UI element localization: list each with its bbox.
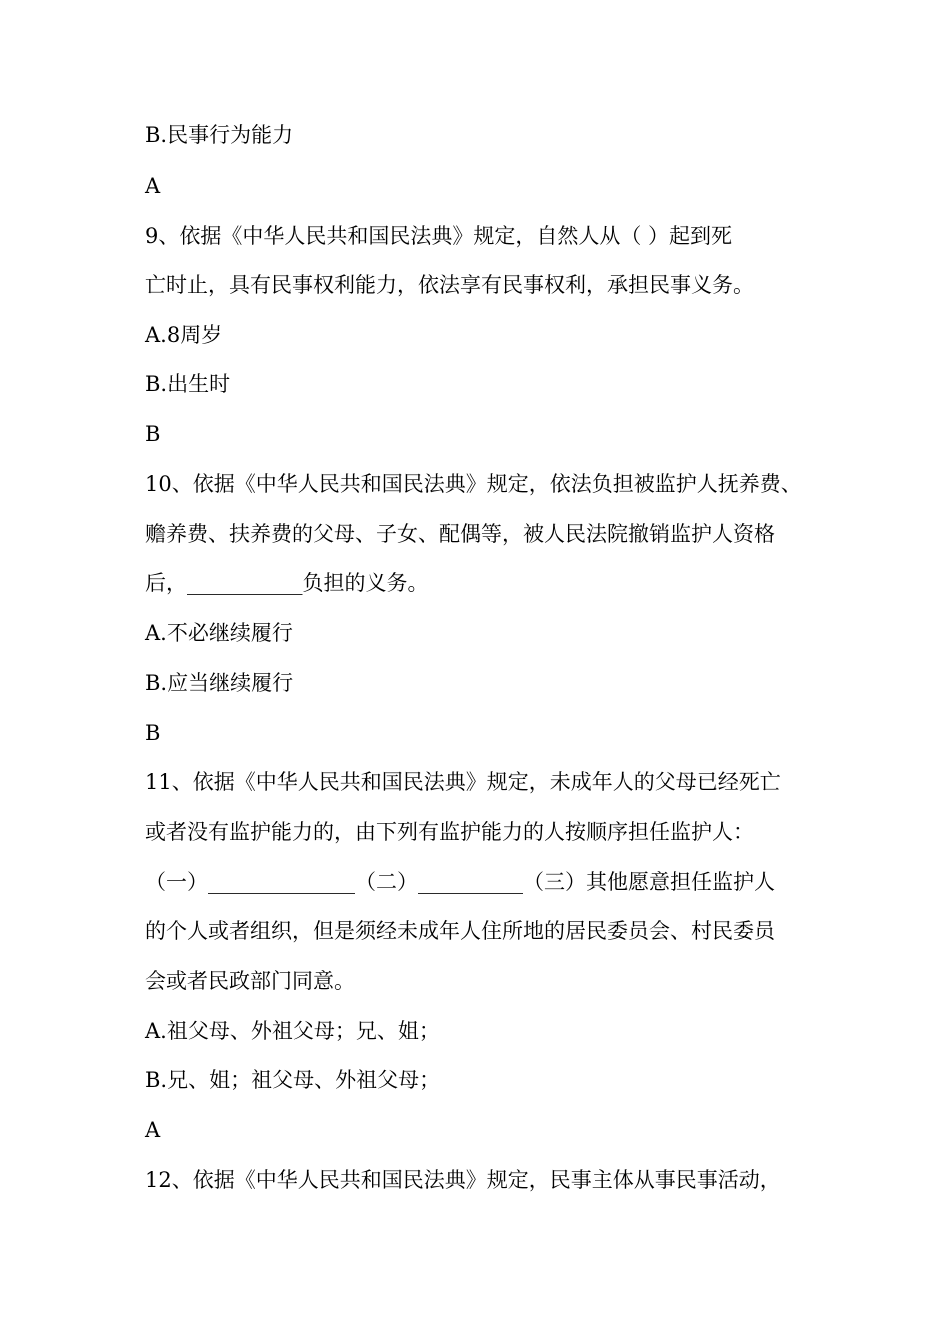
option-b-q10: B.应当继续履行 — [145, 671, 294, 695]
question-11-line-1: 11、依据《中华人民共和国民法典》规定，未成年人的父母已经死亡 — [145, 770, 781, 794]
answer-q8: A — [145, 174, 161, 198]
question-10-line-1: 10、依据《中华人民共和国民法典》规定，依法负担被监护人抚养费、 — [145, 472, 802, 496]
question-11-line-2: 或者没有监护能力的，由下列有监护能力的人按顺序担任监护人： — [145, 820, 754, 844]
option-b-q11: B.兄、姐；祖父母、外祖父母； — [145, 1068, 441, 1092]
question-9-line-1: 9、依据《中华人民共和国民法典》规定，自然人从（ ）起到死 — [145, 224, 733, 248]
answer-q10: B — [145, 721, 161, 745]
option-b-q9: B.出生时 — [145, 372, 231, 396]
option-a-q9: A.8周岁 — [145, 323, 223, 347]
question-12-line-1: 12、依据《中华人民共和国民法典》规定，民事主体从事民事活动， — [145, 1168, 781, 1192]
answer-q11: A — [145, 1118, 161, 1142]
option-a-q10: A.不必继续履行 — [145, 621, 293, 645]
option-a-q11: A.祖父母、外祖父母；兄、姐； — [145, 1019, 440, 1043]
answer-q9: B — [145, 422, 161, 446]
option-b-q8: B.民事行为能力 — [145, 123, 294, 147]
question-10-line-2: 赡养费、扶养费的父母、子女、配偶等，被人民法院撤销监护人资格 — [145, 522, 775, 546]
question-9-line-2: 亡时止，具有民事权利能力，依法享有民事权利，承担民事义务。 — [145, 273, 754, 297]
question-11-line-4: 的个人或者组织，但是须经未成年人住所地的居民委员会、村民委员 — [145, 919, 775, 943]
question-11-line-3: （一）______________（二）__________（三）其他愿意担任监护人 — [145, 870, 775, 894]
question-11-line-5: 会或者民政部门同意。 — [145, 969, 355, 993]
question-10-line-3: 后，___________负担的义务。 — [145, 571, 429, 595]
